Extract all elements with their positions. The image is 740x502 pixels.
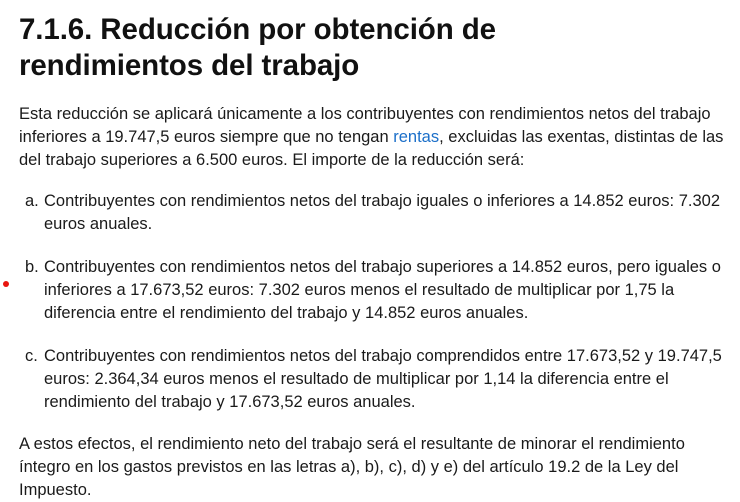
list-item-b-text: Contribuyentes con rendimientos netos del trabajo superiores a 14.852 euros, pero iguales o inferiores a 17.673,52 euros: 7.302 euros menos el resultado de multiplicar por 1,75 la diferencia entre el rendimiento del trabajo y 14.852 euros anuales. xyxy=(44,258,721,322)
section-title-line-1: 7.1.6. Reducción por obtención de xyxy=(19,13,496,46)
list-item-a-text: Contribuyentes con rendimientos netos del trabajo iguales o inferiores a 14.852 euros: 7.302 euros anuales. xyxy=(44,192,721,233)
document-page xyxy=(19,12,724,502)
list-item-a xyxy=(19,190,724,236)
intro-text-after-link: , excluidas las exentas, distintas de las del trabajo superiores a 6.500 euros. El importe de la reducción será: xyxy=(19,128,724,169)
section-title-line-2: rendimientos del trabajo xyxy=(19,49,360,82)
intro-text-before-link: Esta reducción se aplicará únicamente a los contribuyentes con rendimientos netos del trabajo inferiores a 19.747,5 euros siempre que no tengan xyxy=(19,105,711,146)
list-marker-c: c. xyxy=(25,347,38,365)
reduction-list xyxy=(19,190,724,414)
section-title xyxy=(19,12,724,84)
list-item-c-text: Contribuyentes con rendimientos netos del trabajo comprendidos entre 17.673,52 y 19.747,5 euros: 2.364,34 euros menos el resultado de multiplicar por 1,14 la diferencia entre el rendimiento del trabajo y 17.673,52 euros anuales. xyxy=(44,347,722,411)
rentas-link[interactable]: rentas xyxy=(393,128,440,146)
closing-paragraph: A estos efectos, el rendimiento neto del trabajo será el resultante de minorar el rendimiento íntegro en los gastos previstos en las letras a), b), c), d) y e) del artículo 19.2 de la Ley del Impuesto. xyxy=(19,435,685,499)
list-item-b xyxy=(19,256,724,325)
list-marker-b: b. xyxy=(25,258,39,276)
list-marker-a: a. xyxy=(25,192,39,210)
intro-paragraph xyxy=(19,103,724,172)
pointer-dot-icon xyxy=(3,281,9,287)
list-item-c xyxy=(19,345,724,414)
